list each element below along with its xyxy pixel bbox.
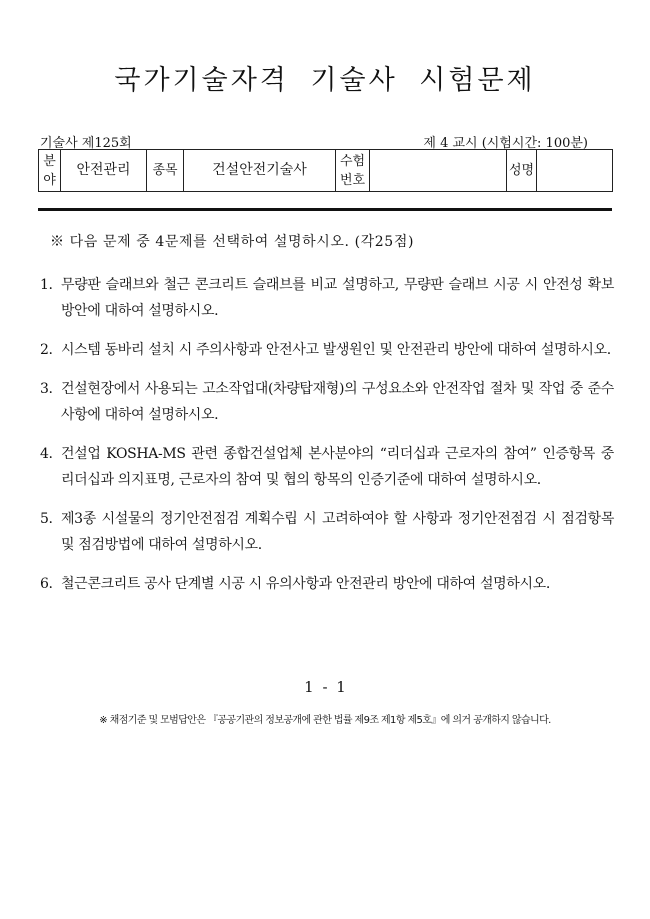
instruction-text: ※ 다음 문제 중 4문제를 선택하여 설명하시오. (각25점) bbox=[50, 234, 415, 250]
field-value: 안전관리 bbox=[61, 150, 147, 192]
question-item bbox=[40, 272, 614, 324]
question-number: 3. bbox=[40, 381, 53, 397]
category-value: 건설안전기술사 bbox=[184, 150, 336, 192]
question-text: 건설업 KOSHA-MS 관련 종합건설업체 본사분야의 “리더십과 근로자의 참여” 인증항목 중 리더십과 의지표명, 근로자의 참여 및 협의 항목의 인증기준에 대하여 설명하시오. bbox=[61, 446, 614, 488]
exam-title: 국가기술자격 기술사 시험문제 bbox=[114, 65, 536, 96]
question-item bbox=[40, 376, 614, 428]
page-number: 1 - 1 bbox=[304, 678, 346, 696]
exam-round: 기술사 제125회 bbox=[40, 136, 132, 151]
question-number: 1. bbox=[40, 277, 53, 293]
exam-info-table bbox=[38, 149, 613, 192]
question-number: 5. bbox=[40, 511, 53, 527]
field-label: 분야 bbox=[39, 150, 61, 192]
question-item bbox=[40, 441, 614, 493]
question-item bbox=[40, 571, 614, 597]
disclosure-notice: ※ 채점기준 및 모범답안은 『공공기관의 정보공개에 관한 법률 제9조 제1항 제5호』에 의거 공개하지 않습니다. bbox=[99, 715, 551, 726]
name-field[interactable] bbox=[537, 150, 613, 192]
question-text: 무량판 슬래브와 철근 콘크리트 슬래브를 비교 설명하고, 무량판 슬래브 시공 시 안전성 확보 방안에 대하여 설명하시오. bbox=[61, 277, 614, 319]
question-number: 2. bbox=[40, 342, 53, 358]
exam-session: 제 4 교시 (시험시간: 100분) bbox=[423, 136, 588, 151]
question-item bbox=[40, 506, 614, 558]
question-number: 4. bbox=[40, 446, 53, 462]
question-list bbox=[40, 272, 614, 610]
question-number: 6. bbox=[40, 576, 53, 592]
question-text: 철근콘크리트 공사 단계별 시공 시 유의사항과 안전관리 방안에 대하여 설명하시오. bbox=[61, 576, 550, 592]
exam-number-field[interactable] bbox=[370, 150, 507, 192]
category-label: 종목 bbox=[147, 150, 184, 192]
header-divider bbox=[38, 208, 612, 211]
exam-number-label: 수험번호 bbox=[336, 150, 370, 192]
name-label: 성명 bbox=[507, 150, 537, 192]
question-text: 시스템 동바리 설치 시 주의사항과 안전사고 발생원인 및 안전관리 방안에 대하여 설명하시오. bbox=[61, 342, 611, 358]
question-item bbox=[40, 337, 614, 363]
question-text: 건설현장에서 사용되는 고소작업대(차량탑재형)의 구성요소와 안전작업 절차 및 작업 중 준수사항에 대하여 설명하시오. bbox=[61, 381, 614, 423]
question-text: 제3종 시설물의 정기안전점검 계획수립 시 고려하여야 할 사항과 정기안전점검 시 점검항목 및 점검방법에 대하여 설명하시오. bbox=[61, 511, 614, 553]
